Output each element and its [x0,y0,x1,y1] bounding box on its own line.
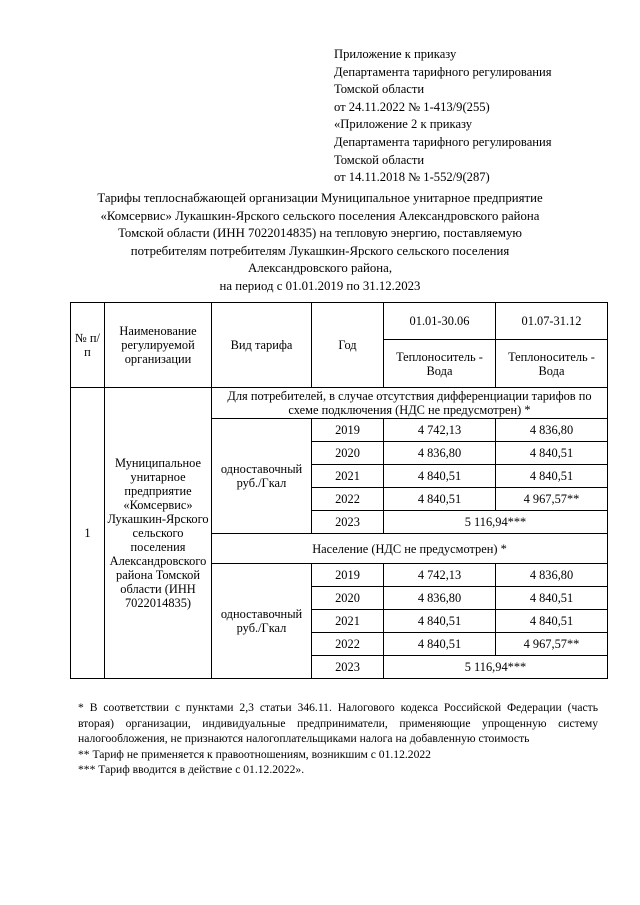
appendix-line: Департамента тарифного регулирования [334,134,552,149]
value-cell: 4 836,80 [496,564,608,587]
year-cell: 2021 [312,465,384,488]
value-cell: 4 836,80 [384,442,496,465]
title-line: Тарифы теплоснабжающей организации Муниципальное унитарное предприятие [97,191,543,205]
year-cell: 2019 [312,419,384,442]
header-period-1: 01.01-30.06 [384,303,496,340]
value-cell: 4 836,80 [384,587,496,610]
merged-value-cell: 5 116,94*** [384,656,608,679]
appendix-line: Департамента тарифного регулирования [334,64,552,79]
footnote-2: ** Тариф не применяется к правоотношениям, возникшим с 01.12.2022 [78,747,431,761]
year-cell: 2019 [312,564,384,587]
value-cell: 4 840,51 [384,465,496,488]
value-cell: 4 840,51 [496,465,608,488]
appendix-line: Приложение к приказу [334,47,457,61]
row-number: 1 [71,388,105,679]
value-cell: 4 840,51 [496,587,608,610]
tariff-type-cell: одноставочный руб./Гкал [212,419,312,534]
value-cell: 4 840,51 [384,488,496,511]
year-cell: 2022 [312,633,384,656]
header-year: Год [312,303,384,388]
organization-name: Муниципальное унитарное предприятие «Комсервис» Лукашкин-Ярского сельского поселения Александровского района Томской области (ИНН 7022014835) [105,388,212,679]
value-cell: 4 967,57** [496,488,608,511]
value-cell: 4 742,13 [384,419,496,442]
year-cell: 2023 [312,511,384,534]
appendix-line: «Приложение 2 к приказу [334,117,473,132]
value-cell: 4 742,13 [384,564,496,587]
value-cell: 4 840,51 [384,610,496,633]
tariff-table [70,302,608,679]
appendix-block [334,46,552,187]
footnote-3: *** Тариф вводится в действие с 01.12.2022». [78,763,305,777]
year-cell: 2022 [312,488,384,511]
appendix-line: от 14.11.2018 № 1-552/9(287) [334,170,490,185]
value-cell: 4 840,51 [496,610,608,633]
title-line: на период с 01.01.2019 по 31.12.2023 [219,278,421,293]
merged-value-cell: 5 116,94*** [384,511,608,534]
value-cell: 4 967,57** [496,633,608,656]
title-line: потребителям потребителям Лукашкин-Ярского сельского поселения [130,243,510,258]
year-cell: 2021 [312,610,384,633]
appendix-line: Томской области [334,152,425,167]
header-num: № п/п [71,303,105,388]
title-line: Александровского района, [247,261,393,276]
year-cell: 2023 [312,656,384,679]
value-cell: 4 840,51 [496,442,608,465]
tariff-type-cell: одноставочный руб./Гкал [212,564,312,679]
header-carrier-1: Теплоноситель - Вода [384,340,496,388]
title-line: Томской области (ИНН 7022014835) на тепловую энергию, поставляемую [118,226,522,241]
appendix-line: Томской области [334,82,425,97]
year-cell: 2020 [312,587,384,610]
header-tariff-type: Вид тарифа [212,303,312,388]
header-period-2: 01.07-31.12 [496,303,608,340]
header-org: Наименование регулируемой организации [105,303,212,388]
value-cell: 4 836,80 [496,419,608,442]
title-line: «Комсервис» Лукашкин-Ярского сельского поселения Александровского района [100,208,540,223]
section-heading: Для потребителей, в случае отсутствия дифференциации тарифов по схеме подключения (НДС не предусмотрен) * [212,388,608,419]
appendix-line: от 24.11.2022 № 1-413/9(255) [334,99,490,114]
footnotes [78,700,598,778]
section-heading: Население (НДС не предусмотрен) * [212,534,608,564]
document-title [70,190,570,296]
footnote-1: * В соответствии с пунктами 2,3 статьи 346.11. Налогового кодекса Российской Федерации (часть вторая) организации, индивидуальные предприниматели, применяющие упрощенную систему налогообложения, не признаются налогоплательщиками налога на добавленную стоимость [78,701,598,746]
header-carrier-2: Теплоноситель - Вода [496,340,608,388]
year-cell: 2020 [312,442,384,465]
value-cell: 4 840,51 [384,633,496,656]
